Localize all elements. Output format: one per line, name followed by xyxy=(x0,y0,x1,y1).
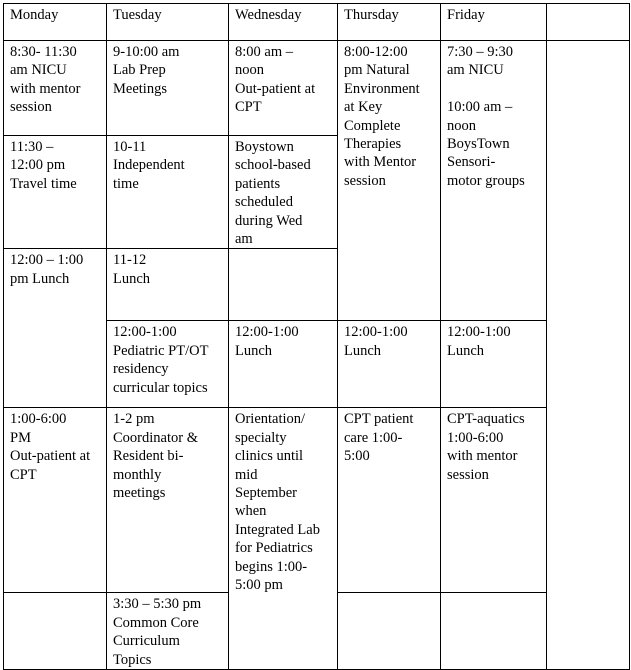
cell-wednesday-empty xyxy=(229,249,338,321)
cell-tuesday-core-curriculum: 3:30 – 5:30 pm Common Core Curriculum Topics xyxy=(107,593,229,670)
cell-extra-empty xyxy=(547,41,630,670)
header-row xyxy=(4,4,630,41)
cell-tuesday-independent: 10-11 Independent time xyxy=(107,136,229,249)
cell-friday-aquatics: CPT-aquatics 1:00-6:00 with mentor session xyxy=(441,408,547,593)
cell-thursday-empty xyxy=(338,593,441,670)
header-thursday: Thursday xyxy=(338,4,441,41)
cell-wednesday-boystown: Boystown school-based patients scheduled during Wed am xyxy=(229,136,338,249)
header-tuesday: Tuesday xyxy=(107,4,229,41)
table-row xyxy=(4,408,630,593)
cell-wednesday-lunch: 12:00-1:00 Lunch xyxy=(229,321,338,408)
header-monday: Monday xyxy=(4,4,107,41)
header-wednesday: Wednesday xyxy=(229,4,338,41)
cell-friday-lunch: 12:00-1:00 Lunch xyxy=(441,321,547,408)
cell-wednesday-orientation: Orientation/ specialty clinics until mid September when Integrated Lab for Pediatrics begins 1:00- 5:00 pm xyxy=(229,408,338,670)
cell-friday-nicu-boystown: 7:30 – 9:30 am NICU 10:00 am – noon BoysTown Sensori- motor groups xyxy=(441,41,547,321)
cell-friday-empty xyxy=(441,593,547,670)
cell-thursday-lunch: 12:00-1:00 Lunch xyxy=(338,321,441,408)
header-empty xyxy=(547,4,630,41)
cell-tuesday-residency-topics: 12:00-1:00 Pediatric PT/OT residency curricular topics xyxy=(107,321,229,408)
header-friday: Friday xyxy=(441,4,547,41)
cell-wednesday-outpatient: 8:00 am – noon Out-patient at CPT xyxy=(229,41,338,136)
cell-thursday-cpt-care: CPT patient care 1:00- 5:00 xyxy=(338,408,441,593)
cell-tuesday-lunch: 11-12 Lunch xyxy=(107,249,229,321)
cell-monday-travel: 11:30 – 12:00 pm Travel time xyxy=(4,136,107,249)
cell-monday-empty xyxy=(4,593,107,670)
cell-monday-outpatient: 1:00-6:00 PM Out-patient at CPT xyxy=(4,408,107,593)
weekly-schedule-table xyxy=(3,3,630,670)
cell-tuesday-coordinator: 1-2 pm Coordinator & Resident bi- monthly meetings xyxy=(107,408,229,593)
cell-monday-lunch: 12:00 – 1:00 pm Lunch xyxy=(4,249,107,408)
cell-monday-nicu: 8:30- 11:30 am NICU with mentor session xyxy=(4,41,107,136)
table-row xyxy=(4,41,630,136)
cell-tuesday-lab-prep: 9-10:00 am Lab Prep Meetings xyxy=(107,41,229,136)
cell-thursday-natural-environment: 8:00-12:00 pm Natural Environment at Key Complete Therapies with Mentor session xyxy=(338,41,441,321)
